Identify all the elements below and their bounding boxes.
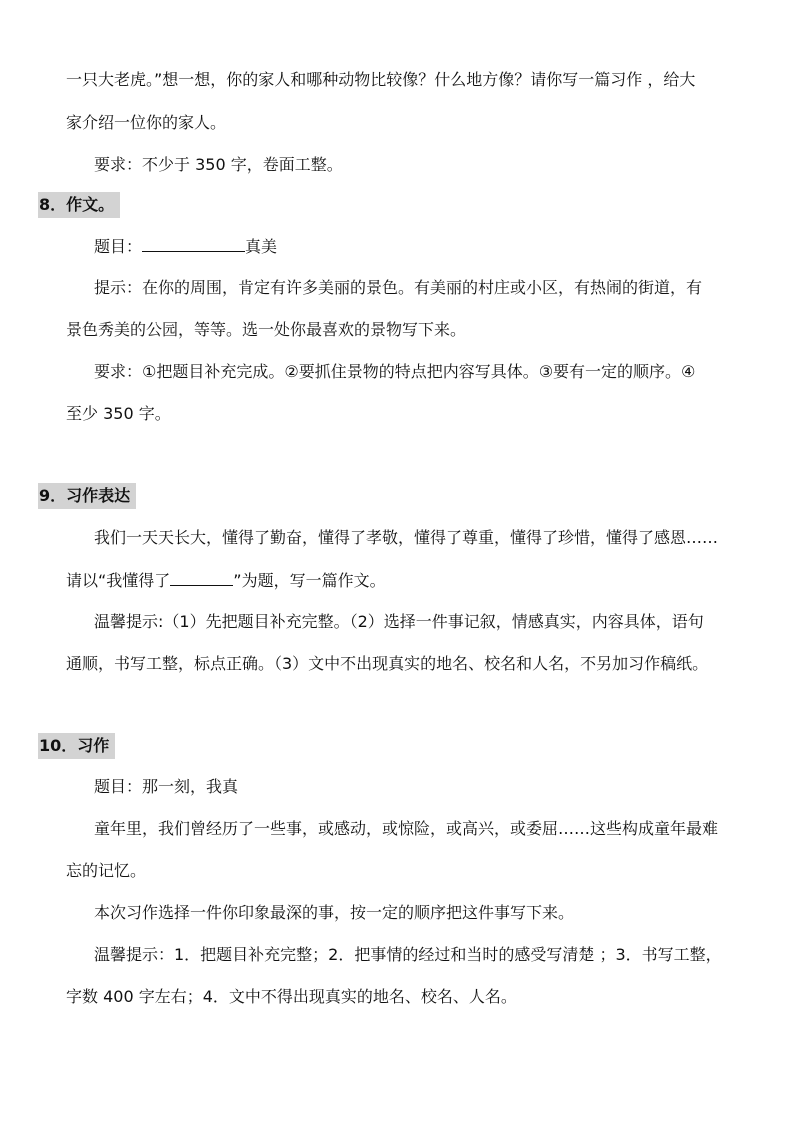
question-10-paragraph-line-3: 本次习作选择一件你印象最深的事，按一定的顺序把这件事写下来。 — [94, 903, 575, 922]
question-10-tip-line-2: 字数 400 字左右；4．文中不得出现真实的地名、校名、人名。 — [66, 987, 517, 1006]
question-9-heading: 9．习作表达 — [38, 483, 136, 509]
question-10-heading: 10．习作 — [38, 733, 115, 759]
question-8-title-blank — [142, 234, 245, 252]
question-9-prompt-suffix: ”为题，写一篇作文。 — [233, 571, 386, 590]
question-8-title — [94, 234, 277, 259]
question-8-title-suffix: 真美 — [245, 237, 278, 256]
question-8-requirement-line-2: 至少 350 字。 — [66, 404, 171, 423]
question-9-title-blank — [170, 568, 233, 586]
question-10-title: 题目：那一刻，我真 — [94, 777, 239, 796]
question-8-tip-line-2: 景色秀美的公园，等等。选一处你最喜欢的景物写下来。 — [66, 320, 467, 339]
question-9-tip-line-1: 温馨提示:（1）先把题目补充完整。（2）选择一件事记叙，情感真实，内容具体，语句 — [94, 612, 704, 631]
question-9-prompt-prefix: 请以“我懂得了 — [66, 571, 171, 590]
question-9-paragraph-line-1: 我们一天天长大，懂得了勤奋，懂得了孝敬，懂得了尊重，懂得了珍惜，懂得了感恩…… — [94, 528, 719, 547]
prev-text-line-1: 一只大老虎。”想一想，你的家人和哪种动物比较像？什么地方像？请你写一篇习作 ，给大 — [66, 70, 696, 89]
question-8-title-prefix: 题目： — [94, 237, 143, 256]
question-8-heading: 8．作文。 — [38, 192, 120, 218]
question-10-paragraph-line-1: 童年里，我们曾经历了一些事，或感动，或惊险，或高兴，或委屈……这些构成童年最难 — [94, 819, 719, 838]
question-9-paragraph-line-2 — [66, 568, 386, 593]
question-8-requirement-line-1: 要求：①把题目补充完成。②要抓住景物的特点把内容写具体。③要有一定的顺序。④ — [94, 362, 696, 381]
question-10-paragraph-line-2: 忘的记忆。 — [66, 861, 147, 880]
question-10-tip-line-1: 温馨提示：1．把题目补充完整；2．把事情的经过和当时的感受写清楚 ；3．书写工整， — [94, 945, 722, 964]
question-8-tip-line-1: 提示：在你的周围，肯定有许多美丽的景色。有美丽的村庄或小区，有热闹的街道，有 — [94, 278, 703, 297]
question-9-tip-line-2: 通顺，书写工整，标点正确。（3）文中不出现真实的地名、校名和人名，不另加习作稿纸。 — [66, 654, 709, 673]
prev-text-line-2: 家介绍一位你的家人。 — [66, 113, 227, 132]
prev-requirement: 要求：不少于 350 字，卷面工整。 — [94, 155, 343, 174]
